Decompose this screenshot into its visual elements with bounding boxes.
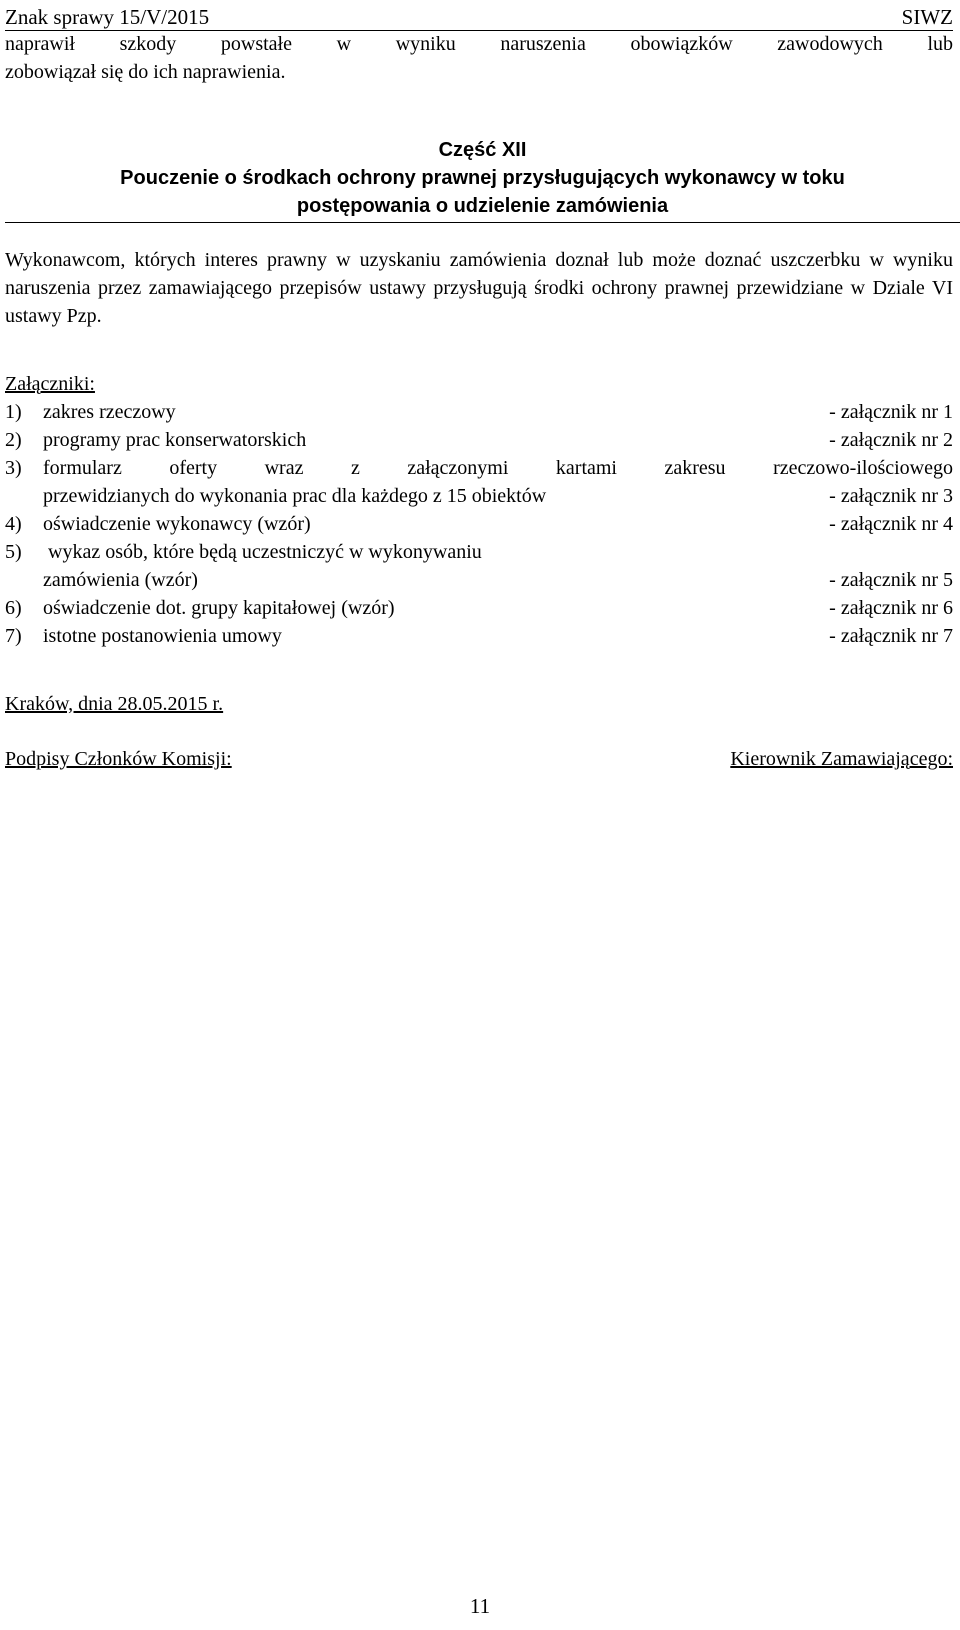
intro-text bbox=[5, 30, 953, 86]
attachment-ref: - załącznik nr 3 bbox=[829, 485, 953, 507]
document-type: SIWZ bbox=[901, 5, 953, 29]
section-number: Część XII bbox=[438, 139, 527, 161]
page-number: 11 bbox=[469, 1594, 491, 1618]
attachment-ref: - załącznik nr 1 bbox=[829, 401, 953, 423]
attachment-title-continued: przewidzianych do wykonania prac dla każdego z 15 obiektów bbox=[43, 485, 547, 507]
attachment-number: 6) bbox=[5, 597, 22, 619]
attachment-number: 2) bbox=[5, 429, 22, 451]
attachment-item-2 bbox=[5, 426, 953, 454]
attachment-item-7 bbox=[5, 622, 953, 650]
attachment-number: 5) bbox=[5, 541, 22, 563]
attachment-number: 7) bbox=[5, 625, 22, 647]
attachment-ref: - załącznik nr 2 bbox=[829, 429, 953, 451]
attachment-item-3 bbox=[5, 454, 953, 510]
attachments-list bbox=[5, 398, 953, 650]
attachment-title: zakres rzeczowy bbox=[43, 401, 176, 423]
committee-signatures-label: Podpisy Członków Komisji: bbox=[5, 748, 232, 770]
attachment-title: oświadczenie wykonawcy (wzór) bbox=[43, 513, 311, 535]
place-and-date: Kraków, dnia 28.05.2015 r. bbox=[5, 693, 224, 715]
attachment-ref: - załącznik nr 5 bbox=[829, 569, 953, 591]
attachment-number: 1) bbox=[5, 401, 22, 423]
attachments-heading: Załączniki: bbox=[5, 373, 95, 395]
section-heading-line-1: Pouczenie o środkach ochrony prawnej przysługujących wykonawcy w toku bbox=[120, 167, 845, 189]
signatures-row bbox=[5, 745, 953, 773]
attachment-item-1 bbox=[5, 398, 953, 426]
intro-line-2: zobowiązał się do ich naprawienia. bbox=[5, 61, 286, 83]
attachment-ref: - załącznik nr 7 bbox=[829, 625, 953, 647]
attachment-number: 4) bbox=[5, 513, 22, 535]
paragraph-text: Wykonawcom, których interes prawny w uzyskaniu zamówienia doznał lub może doznać uszczerbku w wyniku naruszenia przez zamawiającego przepisów ustawy przysługują środki ochrony prawnej przewidziane w Dziale VI ustawy Pzp. bbox=[5, 249, 953, 327]
legal-remedies-paragraph bbox=[5, 246, 953, 330]
attachment-ref: - załącznik nr 6 bbox=[829, 597, 953, 619]
head-of-contracting-authority-label: Kierownik Zamawiającego: bbox=[730, 748, 953, 770]
attachment-title-continued: zamówienia (wzór) bbox=[43, 569, 198, 591]
section-title bbox=[5, 136, 960, 223]
attachment-title: programy prac konserwatorskich bbox=[43, 429, 307, 451]
attachment-title: wykaz osób, które będą uczestniczyć w wykonywaniu bbox=[43, 541, 482, 563]
attachment-item-5 bbox=[5, 538, 953, 594]
attachment-title: istotne postanowienia umowy bbox=[43, 625, 282, 647]
attachment-number: 3) bbox=[5, 457, 22, 479]
attachment-item-4 bbox=[5, 510, 953, 538]
intro-line-1: naprawił szkody powstałe w wyniku naruszenia obowiązków zawodowych lub bbox=[5, 33, 953, 55]
page-header bbox=[5, 0, 953, 31]
attachment-item-6 bbox=[5, 594, 953, 622]
case-number: Znak sprawy 15/V/2015 bbox=[5, 5, 210, 29]
attachment-ref: - załącznik nr 4 bbox=[829, 513, 953, 535]
attachment-title: formularz oferty wraz z załączonymi kartami zakresu rzeczowo-ilościowego bbox=[43, 457, 953, 479]
attachment-title: oświadczenie dot. grupy kapitałowej (wzór) bbox=[43, 597, 395, 619]
section-heading-line-2: postępowania o udzielenie zamówienia bbox=[296, 195, 669, 217]
